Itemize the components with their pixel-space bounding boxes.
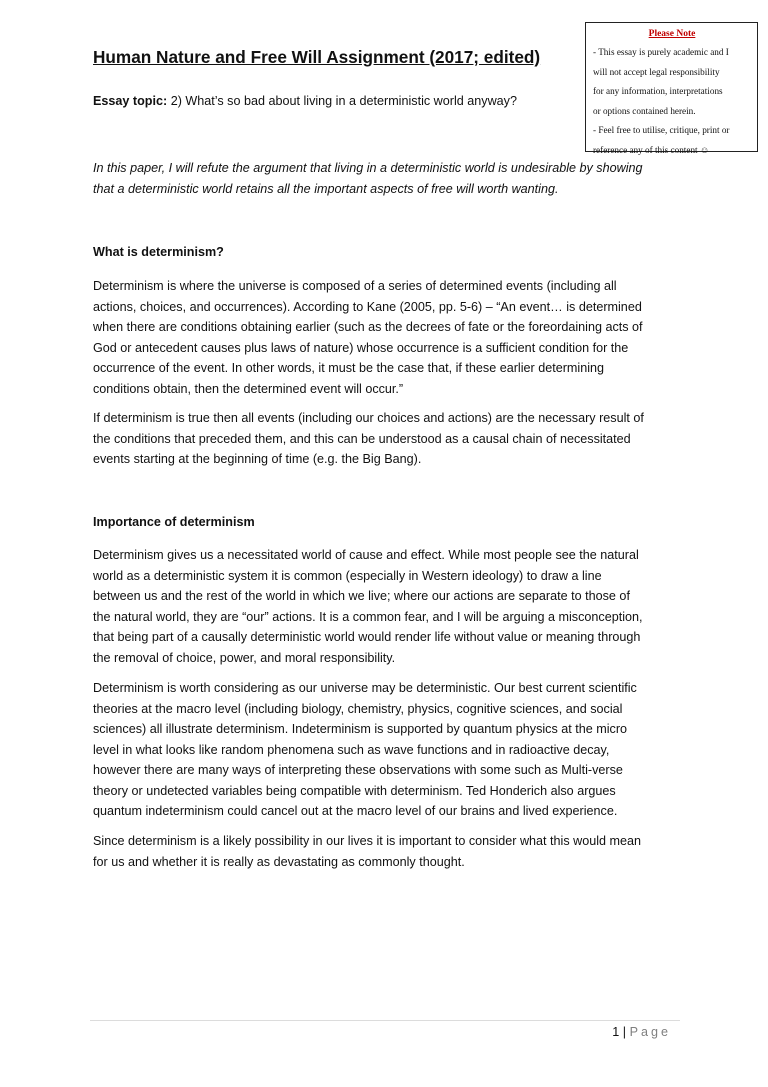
disclaimer-line: - Feel free to utilise, critique, print or [593, 125, 730, 136]
paragraph-line: the conditions that preceded them, and this can be understood as a causal chain of necessitated [93, 431, 631, 446]
paragraph [93, 276, 683, 399]
paragraph-line: conditions obtain, then the determined event will occur.” [93, 381, 404, 396]
intro-line: In this paper, I will refute the argument that living in a deterministic world is undesirable by showing [93, 161, 643, 175]
paragraph-line: for us and whether it is really as devastating as commonly thought. [93, 854, 465, 869]
paragraph [93, 831, 683, 872]
paragraph-line: Determinism gives us a necessitated world of cause and effect. While most people see the natural [93, 548, 639, 562]
paragraph-line: God or antecedent causes plus laws of nature) whose occurrence is a sufficient condition for the [93, 340, 629, 355]
paragraph-line: quantum indeterminism could cancel out at the macro level of our brains and lived experience. [93, 804, 618, 818]
intro-line: that a deterministic world retains all the important aspects of free will worth wanting. [93, 181, 559, 196]
footer-divider [90, 1020, 680, 1021]
paragraph-line: If determinism is true then all events (including our choices and actions) are the necessary result of [93, 411, 644, 425]
disclaimer-line: will not accept legal responsibility [593, 66, 720, 77]
page-number: 1 [612, 1025, 620, 1039]
paragraph-line: occurrence of the event. In other words, it must be the case that, if these earlier determining [93, 361, 605, 375]
document-title: Human Nature and Free Will Assignment (2017; edited) [93, 47, 541, 67]
paragraph-line: events starting at the beginning of time (e.g. the Big Bang). [93, 452, 422, 466]
disclaimer-line: or options contained herein. [593, 105, 696, 116]
paragraph-line: world as a deterministic system it is common (especially in Western ideology) to draw a line [93, 568, 602, 583]
paragraph [93, 678, 683, 822]
page-separator: | [619, 1025, 630, 1039]
paragraph-line: however there are many ways of interpreting these observations with some such as Multi-verse [93, 763, 623, 777]
page-footer [612, 1025, 671, 1039]
intro-paragraph [93, 158, 683, 199]
section-heading-importance-of-determinism: Importance of determinism [93, 515, 255, 529]
paragraph-line: actions, choices, and occurrences). According to Kane (2005, pp. 5-6) – “An event… is determined [93, 299, 642, 314]
page-label: Page [629, 1025, 671, 1039]
paragraph [93, 545, 683, 668]
paragraph [93, 408, 683, 470]
paragraph-line: theories at the macro level (including biology, chemistry, physics, cognitive sciences, and social [93, 701, 623, 716]
paragraph-line: Determinism is where the universe is composed of a series of determined events (including all [93, 279, 617, 293]
disclaimer-line: reference any of this content ☺ [593, 144, 710, 155]
paragraph-line: between us and the rest of the world in which we live; where our actions are separate to those of [93, 589, 630, 603]
essay-topic-text: 2) What’s so bad about living in a deterministic world anyway? [167, 94, 517, 108]
paragraph-line: the natural world, they are “our” actions. It is a common fear, and I will be arguing a misconception, [93, 609, 643, 624]
paragraph-line: Since determinism is a likely possibility in our lives it is important to consider what this would mean [93, 834, 642, 848]
paragraph-line: the removal of choice, power, and moral responsibility. [93, 650, 396, 665]
paragraph-line: that being part of a causally deterministic world would render life without value or meaning through [93, 630, 641, 644]
paragraph-line: theory or undetected variables being compatible with determinism. Ted Honderich also argues [93, 783, 616, 798]
paragraph-line: when there are conditions obtaining earlier (such as the decrees of fate or the foreordaining acts of [93, 320, 643, 334]
disclaimer-box [585, 22, 758, 155]
essay-topic-label: Essay topic: [93, 94, 168, 108]
disclaimer-line: for any information, interpretations [593, 86, 723, 97]
paragraph-line: sciences) all illustrate determinism. Indeterminism is supported by quantum physics at the micro [93, 722, 628, 736]
essay-topic [93, 94, 517, 108]
paragraph-line: Determinism is worth considering as our universe may be deterministic. Our best current scientific [93, 681, 637, 695]
paragraph-line: level in what looks like random phenomena such as wave functions and in radioactive decay, [93, 742, 610, 757]
section-heading-what-is-determinism: What is determinism? [93, 245, 224, 259]
disclaimer-line: - This essay is purely academic and I [593, 47, 729, 57]
disclaimer-title: Please Note [648, 29, 696, 39]
